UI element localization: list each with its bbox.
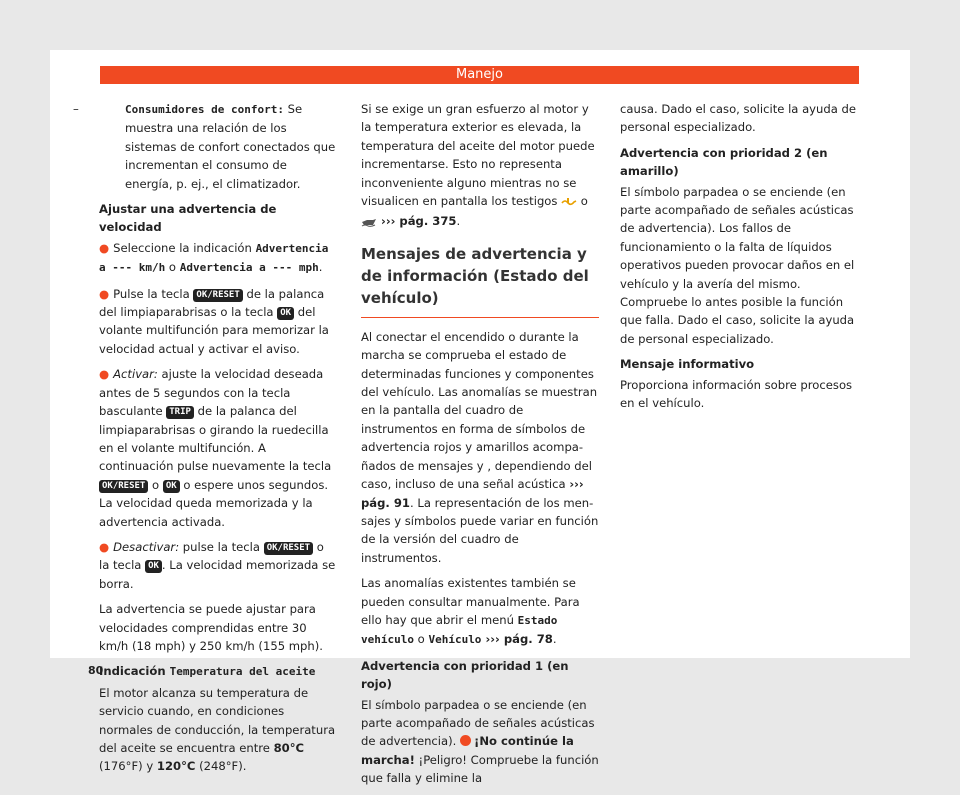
section-title: Mensajes de advertencia y de información (Estado del vehículo) (361, 243, 599, 318)
temp-80: 80°C (273, 741, 305, 755)
dash-marker: – (73, 102, 79, 116)
okreset-key-icon: OK/RESET (193, 289, 242, 302)
text: ajuste la velocidad deseada antes de 5 segundos con la tecla basculante (99, 367, 324, 419)
text: El símbolo parpadea o se enciende (en parte acompañado de señales acústicas de advertencia). (361, 697, 595, 749)
oil-warning-paragraph (361, 100, 599, 233)
text: (248°F). (195, 759, 247, 774)
manual-check-paragraph (361, 574, 599, 650)
activate-label: Activar: (113, 367, 158, 382)
priority-1-cont: causa. Dado el caso, solicite la ayuda de personal especializado. (620, 102, 857, 135)
term-warning-kmh: Advertencia a --- km/h (99, 241, 329, 275)
priority-2-paragraph: El símbolo parpadea o se enciende (en parte acompañado de señales acústicas de advertencia). Los fallos de funcionamiento o la falta de líquidos operativos pueden provocar daños en el vehículo y la avería del mismo. Compruebe lo antes posible la función que falla. Dado el caso, solicite la ayuda de personal especializado. (620, 184, 855, 346)
bullet-icon: ● (99, 367, 110, 382)
no-continue-text: ¡No continúe la marcha! (361, 734, 574, 767)
priority-1-paragraph (361, 696, 599, 788)
text: Seleccione la indicación (113, 240, 256, 255)
bullet-icon: ● (99, 240, 110, 255)
term-comfort: Consumidores de confort: (125, 103, 284, 116)
priority-2-heading: Advertencia con prioridad 2 (en amarillo) (620, 145, 828, 179)
info-heading: Mensaje informativo (620, 357, 755, 372)
ok-key-icon: OK (163, 480, 180, 493)
text: o (165, 260, 180, 275)
text: o (148, 477, 163, 492)
page-number: 80 (88, 664, 104, 677)
text: o la tecla (99, 539, 324, 573)
ok-key-icon: OK (277, 307, 294, 320)
bullet-activate (99, 365, 337, 531)
text: . (456, 214, 461, 229)
text: . La velocidad memorizada se borra. (99, 558, 336, 591)
text: pulse la tecla (179, 539, 264, 554)
speed-range-paragraph: La advertencia se puede ajustar para velocidades comprendidas entre 30 km/h (18 mph) y 250 km/h (155 mph). (99, 602, 323, 653)
term-vehiculo: Vehículo (428, 633, 482, 647)
text: del volante multifunción para memorizar la velocidad actual y activar el aviso. (99, 305, 329, 356)
bullet-press (99, 285, 337, 359)
bullet-icon: ● (99, 286, 110, 301)
term-warning-mph: Advertencia a --- mph (179, 261, 319, 275)
text: de la palanca del limpiaparabrisas o la tecla (99, 286, 325, 320)
red-warning-icon (460, 735, 471, 746)
info-paragraph: Proporciona información sobre procesos en el vehículo. (620, 377, 853, 411)
page-ref-375: ››› pág. 375 (377, 214, 457, 229)
text: (176°F) y (99, 759, 157, 774)
bullet-deactivate (99, 538, 337, 593)
bullet-select (99, 239, 337, 278)
speed-warning-heading: Ajustar una advertencia de velocidad (99, 202, 277, 235)
comfort-text: Se muestra una relación de los sistemas de confort conectados que incrementan el consumo de energía, p. ej., el climatizador. (125, 102, 336, 191)
status-paragraph (361, 328, 599, 567)
column-2 (361, 100, 599, 795)
text: ¡Peligro! Compruebe la función que falla y elimine la (361, 752, 599, 786)
trip-key-icon: TRIP (166, 406, 194, 419)
page-ref-91: ››› pág. 91 (361, 477, 584, 510)
text: . (318, 260, 323, 275)
text: o (413, 632, 429, 647)
bullet-icon: ● (99, 539, 110, 554)
oil-temp-heading (99, 662, 337, 681)
okreset-key-icon: OK/RESET (99, 480, 148, 493)
text: de la palanca del limpiaparabrisas o girando la ruedecilla en el volante multifunción. A continuación pulse nuevamente la tecla (99, 404, 332, 474)
ok-key-icon: OK (145, 560, 162, 573)
okreset-key-icon: OK/RESET (264, 542, 313, 555)
text: Al conectar el encendido o durante la marcha se comprueba el estado de determinadas funciones y componentes del vehículo. Las anomalías se muestran en la pantalla del cuadro de instrumentos en forma de símbolos de advertencia rojos y amarillos acompañados de mensajes y , dependiendo del caso, incluso de una señal acústica (361, 329, 598, 492)
priority-1-heading: Advertencia con prioridad 1 (en rojo) (361, 658, 569, 692)
column-1 (73, 100, 337, 783)
deactivate-label: Desactivar: (113, 539, 180, 554)
text: Si se exige un gran esfuerzo al motor y la temperatura exterior es elevada, la temperatura del aceite del motor puede incrementarse. Esto no representa inconveniente alguno mientras no se visualicen en pantalla los testigos (361, 102, 595, 209)
page-ref-78: ››› pág. 78 (481, 632, 553, 647)
term-estado-vehiculo: Estado vehículo (361, 613, 558, 647)
column-3 (620, 100, 858, 420)
text: Pulse la tecla (113, 286, 194, 301)
text: o espere unos segundos. La velocidad queda memorizada y la advertencia activada. (99, 477, 329, 529)
oil-temperature-icon (561, 194, 577, 212)
text: Las anomalías existentes también se pueden consultar manualmente. Para ello hay que abrir el menú (361, 576, 580, 627)
term-oil-temp: Temperatura del aceite (169, 665, 316, 679)
text: Indicación (99, 664, 170, 679)
text: El motor alcanza su temperatura de servicio cuando, en condiciones normales de conducción, la temperatura del aceite se encuentra entre (99, 685, 336, 755)
text: . (552, 632, 557, 647)
manual-page (50, 50, 910, 786)
temp-120: 120°C (156, 759, 196, 774)
oil-temp-paragraph (99, 684, 337, 776)
list-item-comfort (73, 100, 337, 193)
text: o (577, 194, 588, 209)
text: . La representación de los mensajes y símbolos puede variar en función de la versión del cuadro de instrumentos. (361, 495, 599, 565)
oil-level-icon (361, 214, 377, 232)
section-header: Manejo (100, 66, 859, 84)
